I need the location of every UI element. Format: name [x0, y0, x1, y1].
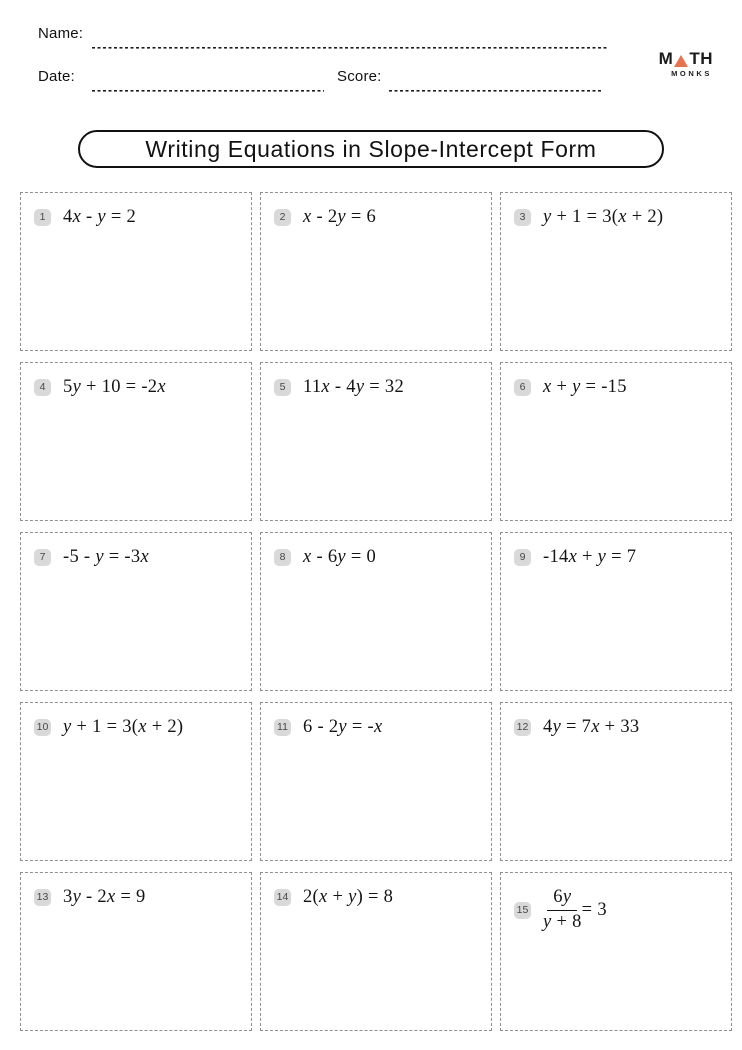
problem-content: [21, 873, 251, 908]
problem-number: 4: [34, 379, 51, 396]
problem-box: [260, 702, 492, 861]
problem-box: [20, 192, 252, 351]
problem-content: [261, 193, 491, 228]
problem-box: [20, 702, 252, 861]
problem-content: [21, 703, 251, 738]
problem-number: 9: [514, 549, 531, 566]
problem-number: 5: [274, 379, 291, 396]
problem-content: [501, 703, 731, 738]
name-label: Name:: [38, 25, 84, 42]
equation: y + 1 = 3(x + 2): [63, 717, 184, 737]
problem-box: [500, 362, 732, 521]
fraction: [543, 887, 582, 933]
date-field-line: [92, 90, 324, 92]
problem-box: [500, 192, 732, 351]
problem-number: 3: [514, 209, 531, 226]
problem-box: [500, 872, 732, 1031]
equation: 11x - 4y = 32: [303, 377, 405, 397]
problem-box: [20, 872, 252, 1031]
problem-number: 6: [514, 379, 531, 396]
score-field-line: [389, 90, 602, 92]
problem-content: [261, 703, 491, 738]
logo-subtitle: MONKS: [671, 69, 712, 78]
problem-number: 7: [34, 549, 51, 566]
problem-number: 15: [514, 902, 531, 919]
problem-number: 2: [274, 209, 291, 226]
problem-content: [501, 193, 731, 228]
equation: -5 - y = -3x: [63, 547, 149, 567]
problem-content: [261, 873, 491, 908]
equation: y + 1 = 3(x + 2): [543, 207, 664, 227]
problem-number: 1: [34, 209, 51, 226]
problem-content: [501, 873, 731, 933]
problem-box: [260, 872, 492, 1031]
equation: 2(x + y) = 8: [303, 887, 394, 907]
problem-box: [260, 362, 492, 521]
problem-number: 13: [34, 889, 51, 906]
equation: -14x + y = 7: [543, 547, 637, 567]
score-label: Score:: [337, 68, 382, 85]
problem-content: [261, 363, 491, 398]
problem-box: [20, 362, 252, 521]
equation: x - 2y = 6: [303, 207, 377, 227]
problem-box: [260, 192, 492, 351]
logo-text-th: TH: [689, 49, 713, 68]
problem-box: [500, 702, 732, 861]
triangle-icon: [674, 55, 688, 67]
fraction-denominator: y + 8: [543, 912, 582, 932]
problem-content: [21, 363, 251, 398]
problem-content: [501, 533, 731, 568]
problem-number: 12: [514, 719, 531, 736]
problem-number: 11: [274, 719, 291, 736]
fraction-numerator: 6y: [547, 887, 577, 911]
equation: 6 - 2y = -x: [303, 717, 383, 737]
problem-content: [21, 193, 251, 228]
logo-text-m: M: [658, 49, 674, 68]
problem-content: [261, 533, 491, 568]
equation: x + y = -15: [543, 377, 627, 397]
problem-number: 14: [274, 889, 291, 906]
problem-number: 10: [34, 719, 51, 736]
equation: x - 6y = 0: [303, 547, 377, 567]
equation: 3y - 2x = 9: [63, 887, 146, 907]
page-title: Writing Equations in Slope-Intercept Form: [145, 135, 597, 162]
problem-number: 8: [274, 549, 291, 566]
worksheet-title-box: [78, 130, 664, 168]
problem-content: [21, 533, 251, 568]
equation: 4x - y = 2: [63, 207, 137, 227]
problem-box: [260, 532, 492, 691]
problems-grid: [20, 192, 732, 1031]
equation-rhs: = 3: [581, 899, 607, 920]
logo-wordmark: [659, 50, 713, 67]
problem-box: [20, 532, 252, 691]
equation: [543, 887, 607, 933]
equation: 4y = 7x + 33: [543, 717, 640, 737]
problem-box: [500, 532, 732, 691]
date-label: Date:: [38, 68, 75, 85]
problem-content: [501, 363, 731, 398]
name-field-line: [92, 47, 608, 49]
math-monks-logo: [659, 50, 713, 78]
equation: 5y + 10 = -2x: [63, 377, 166, 397]
